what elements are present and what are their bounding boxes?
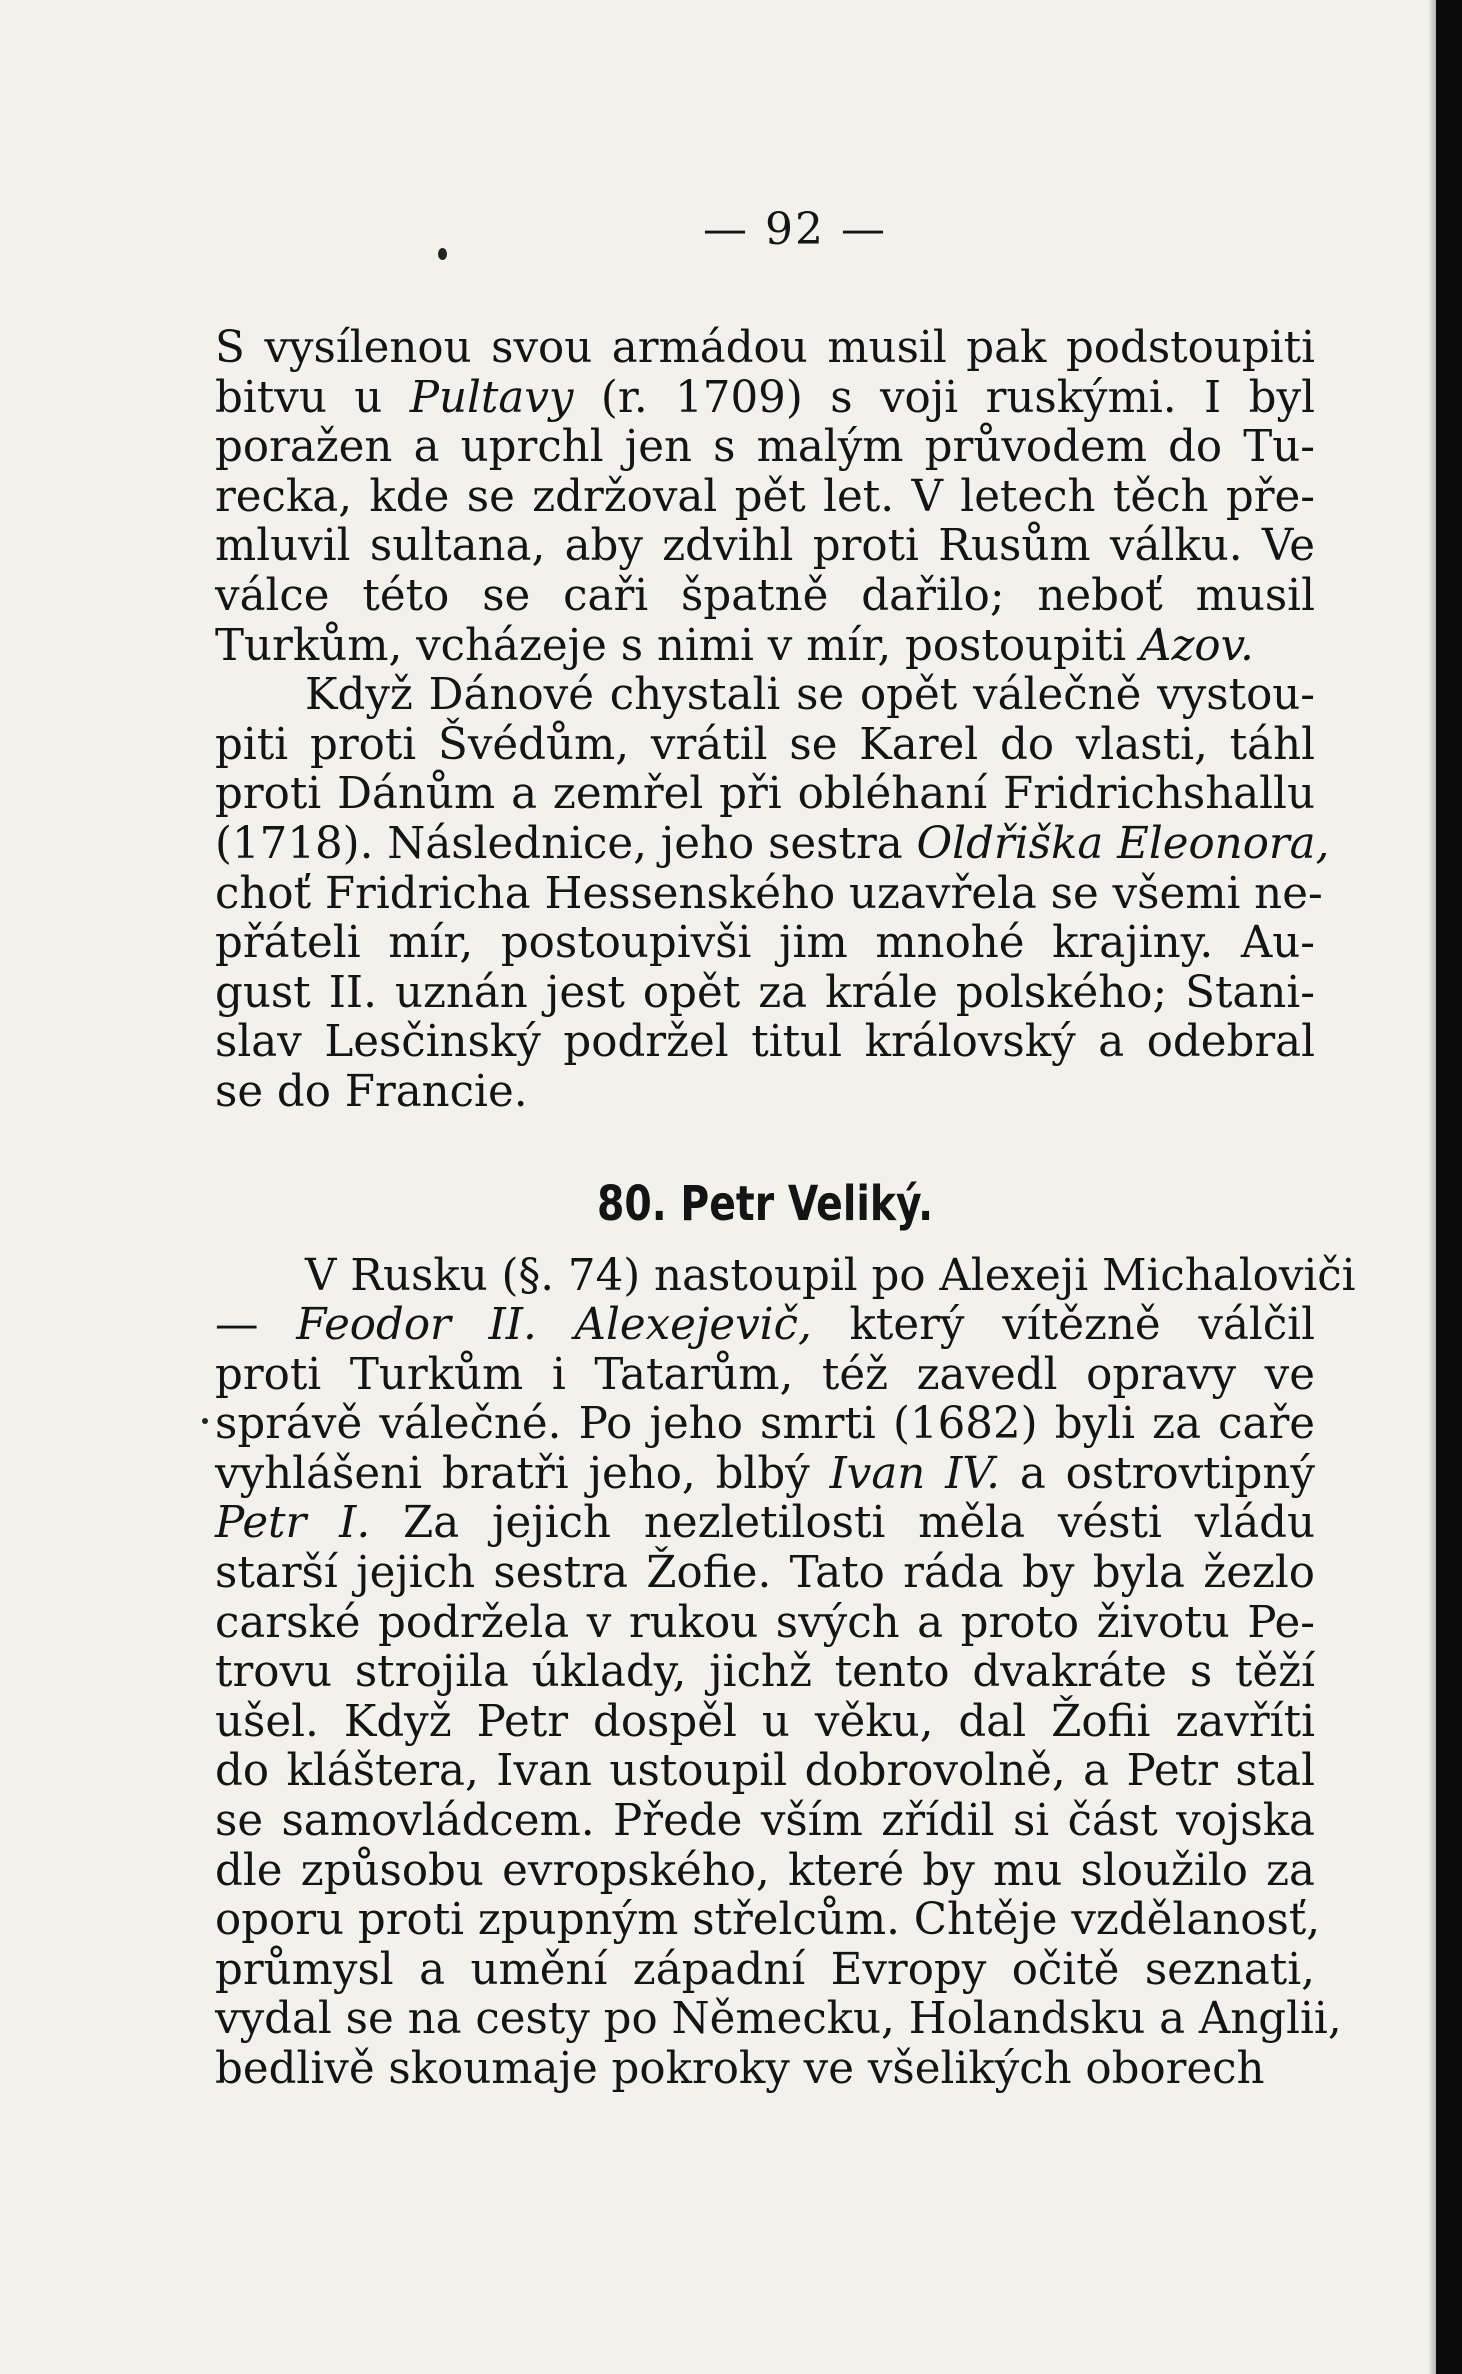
text-line: starší jejich sestra Žofie. Tato ráda by byla žezlo: [215, 1548, 1315, 1599]
text-line: se samovládcem. Přede vším zřídil si část vojska: [215, 1796, 1315, 1847]
paragraph-1: [215, 324, 1315, 671]
text-line: bitvu u Pultavy (r. 1709) s voji ruskými. I byl: [215, 372, 1315, 423]
text-line: gust II. uznán jest opět za krále polského; Stani-: [215, 967, 1315, 1018]
text-line: — Feodor II. Alexejevič, který vítězně válčil: [215, 1300, 1316, 1351]
scan-edge: [1436, 0, 1462, 2374]
text-line: Turkům, vcházeje s nimi v mír, postoupiti Azov.: [215, 620, 1254, 671]
scan-shadow: [1428, 0, 1436, 2374]
text-line: (1718). Následnice, jeho sestra Oldřiška Eleonora,: [215, 818, 1330, 869]
text-line: správě válečné. Po jeho smrti (1682) byli za caře: [215, 1399, 1315, 1450]
paragraph-3: [215, 1250, 1356, 2095]
text-line: přáteli mír, postoupivši jim mnohé krajiny. Au-: [215, 918, 1315, 969]
section-heading: 80. Petr Veliký.: [596, 1175, 934, 1232]
text-line: průmysl a umění západní Evropy očitě seznati,: [215, 1944, 1315, 1995]
text-line: proti Turkům i Tatarům, též zavedl opravy ve: [215, 1349, 1315, 1400]
text-line: carské podržela v rukou svých a proto životu Pe-: [215, 1597, 1315, 1648]
text-line: recka, kde se zdržoval pět let. V letech těch pře-: [215, 471, 1315, 522]
page-number: — 92 —: [703, 204, 887, 255]
paragraph-2: [215, 670, 1330, 1117]
text-line: vydal se na cesty po Německu, Holandsku a Anglii,: [215, 1994, 1342, 2045]
text-line: trovu strojila úklady, jichž tento dvakráte s těží: [215, 1647, 1315, 1698]
text-line: proti Dánům a zemřel při obléhaní Fridrichshallu: [215, 769, 1315, 820]
text-line: mluvil sultana, aby zdvihl proti Rusům válku. Ve: [215, 521, 1315, 572]
text-line: bedlivě skoumaje pokroky ve všelikých oborech: [215, 2044, 1265, 2094]
text-line: se do Francie.: [215, 1066, 528, 1117]
book-page: [215, 200, 1356, 2095]
text-line: poražen a uprchl jen s malým průvodem do Tu-: [215, 422, 1315, 473]
text-line: ušel. Když Petr dospěl u věku, dal Žofii zavříti: [215, 1696, 1315, 1747]
text-line: oporu proti zpupným střelcům. Chtěje vzdělanosť,: [215, 1895, 1321, 1946]
text-line: slav Lesčinský podržel titul královský a odebral: [215, 1017, 1315, 1068]
text-line: piti proti Švédům, vrátil se Karel do vlasti, táhl: [215, 719, 1315, 770]
text-line: V Rusku (§. 74) nastoupil po Alexeji Michaloviči: [305, 1250, 1356, 1301]
text-line: choť Fridricha Hessenského uzavřela se všemi ne-: [215, 868, 1323, 919]
text-line: do kláštera, Ivan ustoupil dobrovolně, a Petr stal: [215, 1746, 1315, 1797]
text-line: vyhlášeni bratři jeho, blbý Ivan IV. a ostrovtipný: [215, 1448, 1315, 1499]
text-line: dle způsobu evropského, které by mu sloužilo za: [215, 1845, 1315, 1896]
text-line: Když Dánové chystali se opět válečně vystou-: [305, 670, 1315, 721]
text-line: válce této se caři špatně dařilo; neboť musil: [215, 570, 1315, 621]
text-line: S vysílenou svou armádou musil pak podstoupiti: [215, 323, 1315, 373]
text-line: Petr I. Za jejich nezletilosti měla vésti vládu: [215, 1498, 1315, 1549]
speck: [202, 1418, 208, 1424]
